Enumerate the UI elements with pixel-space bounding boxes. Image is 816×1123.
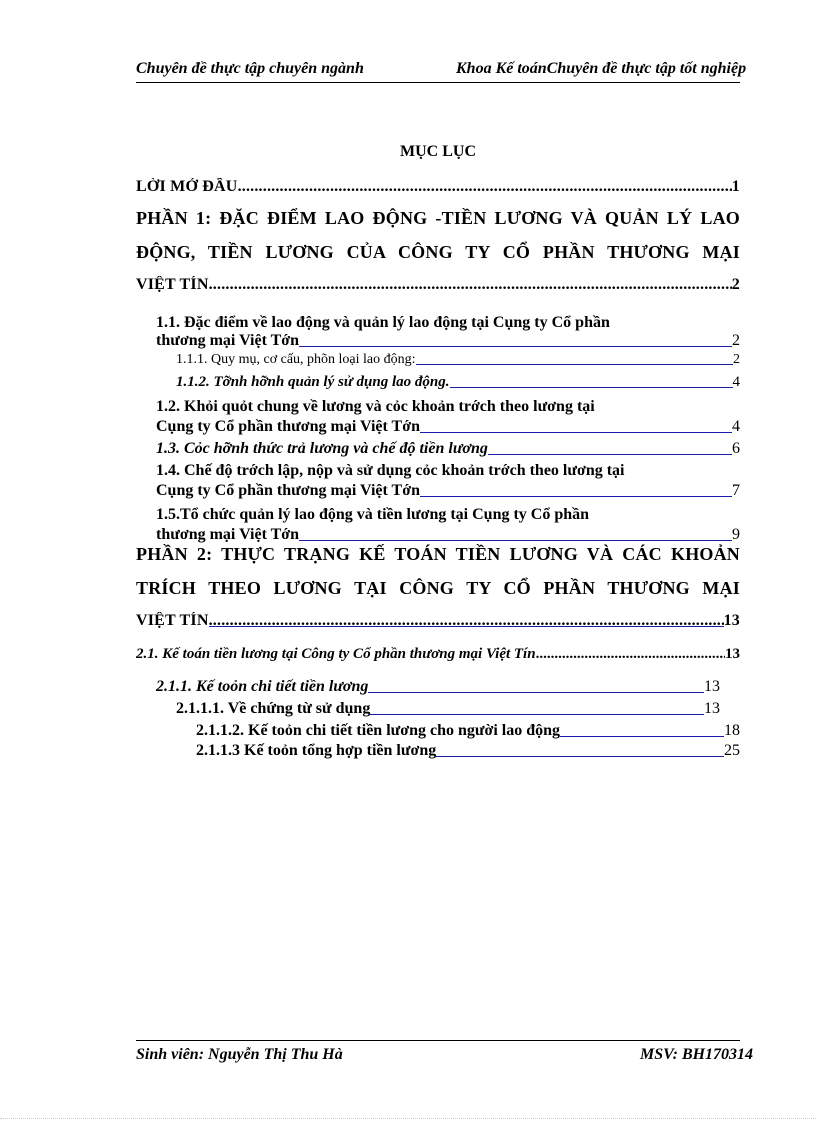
toc-entry-page: 6 — [732, 440, 740, 457]
toc-entry-2-1-1-1[interactable] — [176, 700, 720, 718]
toc-part2-line3[interactable] — [136, 612, 740, 630]
toc-entry-page: 2 — [731, 276, 740, 293]
toc-entry-page: 1 — [731, 178, 740, 195]
dot-leader — [238, 178, 732, 196]
toc-entry-page: 13 — [704, 700, 720, 717]
footer-rule — [136, 1040, 740, 1041]
underline-leader — [370, 714, 704, 715]
toc-entry-2-1-1[interactable] — [156, 678, 720, 696]
toc-entry-page: 13 — [704, 678, 720, 695]
dot-leader — [536, 646, 725, 663]
toc-entry-1-5-line1[interactable]: 1.5.Tổ chức quản lý lao động và tiền lương tại Cụng ty Cổ phần — [156, 506, 590, 523]
toc-entry-1-3[interactable] — [156, 440, 740, 458]
toc-entry-1-4[interactable] — [156, 482, 740, 500]
toc-part1-line3[interactable] — [136, 276, 740, 294]
toc-entry-1-1-line1[interactable]: 1.1. Đặc điểm về lao động và quản lý lao động tại Cụng ty Cổ phần — [156, 314, 610, 331]
toc-entry-page: 4 — [732, 374, 740, 390]
underline-leader — [560, 736, 724, 737]
dot-leader — [209, 276, 732, 294]
footer-msv: MSV: BH170314 — [640, 1046, 754, 1063]
toc-entry-1-2[interactable] — [156, 418, 740, 436]
toc-entry-1-4-line1[interactable]: 1.4. Chế độ trớch lập, nộp và sử dụng cỏc khoản trớch theo lương tại — [156, 462, 625, 479]
toc-entry-text: VIỆT TÍN — [136, 612, 209, 629]
toc-entry-page: 2 — [732, 332, 740, 349]
underline-leader — [420, 432, 732, 433]
toc-entry-page: 9 — [732, 526, 740, 543]
toc-entry-1-5[interactable] — [156, 526, 740, 544]
toc-part2-line1[interactable]: PHẦN 2: THỰC TRẠNG KẾ TOÁN TIỀN LƯƠNG VÀ CÁC KHOẢN — [136, 544, 740, 564]
toc-entry-2-1-1-2[interactable] — [196, 722, 740, 740]
toc-entry-text: thương mại Việt Tớn — [156, 332, 300, 349]
underline-leader — [368, 692, 704, 693]
toc-entry-2-1[interactable] — [136, 646, 740, 663]
toc-part1-line1[interactable]: PHẦN 1: ĐẶC ĐIỂM LAO ĐỘNG -TIỀN LƯƠNG VÀ QUẢN LÝ LAO — [136, 208, 740, 228]
toc-entry-page: 4 — [732, 418, 740, 435]
toc-entry-text: VIỆT TÍN — [136, 276, 209, 293]
toc-entry-page: 13 — [725, 646, 740, 662]
toc-entry-page: 18 — [724, 722, 740, 739]
underline-leader — [488, 454, 732, 455]
toc-entry-text: 2.1.1.2. Kế toỏn chi tiết tiền lương cho người lao động — [196, 722, 561, 739]
underline-leader — [299, 346, 732, 347]
toc-part1-line2[interactable]: ĐỘNG, TIỀN LƯƠNG CỦA CÔNG TY CỔ PHẦN THƯƠNG MẠI — [136, 242, 740, 262]
toc-entry-page: 25 — [724, 742, 740, 759]
underline-leader — [299, 540, 732, 541]
underline-leader — [436, 756, 724, 757]
footer-student: Sinh viên: Nguyễn Thị Thu Hà — [136, 1046, 343, 1063]
toc-entry-1-2-line1[interactable]: 1.2. Khỏi quỏt chung về lương và cỏc khoản trớch theo lương tại — [156, 398, 595, 415]
toc-entry-text: 2.1.1. Kế toỏn chi tiết tiền lương — [156, 678, 369, 695]
toc-entry-text: Cụng ty Cổ phần thương mại Việt Tớn — [156, 482, 420, 499]
toc-entry-intro[interactable] — [136, 178, 740, 196]
toc-entry-page: 7 — [732, 482, 740, 499]
toc-entry-text: thương mại Việt Tớn — [156, 526, 300, 543]
dot-leader — [209, 612, 724, 630]
header-right: Khoa Kế toánChuyên đề thực tập tốt nghiệp — [456, 60, 747, 77]
underline-leader — [450, 387, 733, 388]
toc-entry-text: Cụng ty Cổ phần thương mại Việt Tớn — [156, 418, 420, 435]
page-bottom-divider — [0, 1118, 816, 1119]
toc-title: MỤC LỤC — [400, 143, 476, 160]
toc-entry-text: 2.1.1.3 Kế toỏn tổng hợp tiền lương — [196, 742, 437, 759]
header-left: Chuyên đề thực tập chuyên ngành — [136, 60, 364, 77]
page-header — [136, 60, 747, 83]
toc-entry-1-1-2[interactable] — [176, 374, 740, 391]
toc-entry-2-1-1-3[interactable] — [196, 742, 740, 760]
underline-leader — [420, 496, 732, 497]
toc-entry-text: 1.1.2. Tỡnh hỡnh quản lý sử dụng lao động. — [176, 374, 450, 390]
toc-entry-text: 1.1.1. Quy mụ, cơ cấu, phõn loại lao động: — [176, 352, 416, 367]
toc-entry-1-1-1[interactable] — [176, 352, 740, 368]
toc-entry-text: LỜI MỞ ĐẦU — [136, 178, 238, 195]
toc-entry-text: 2.1. Kế toán tiền lương tại Công ty Cổ phần thương mại Việt Tín — [136, 646, 536, 662]
toc-entry-text: 2.1.1.1. Về chứng từ sử dụng — [176, 700, 371, 717]
toc-entry-text: 1.3. Cỏc hỡnh thức trả lương và chế độ tiền lương — [156, 440, 488, 457]
toc-entry-page: 13 — [723, 612, 740, 629]
toc-entry-page: 2 — [733, 352, 740, 367]
toc-part2-line2[interactable]: TRÍCH THEO LƯƠNG TẠI CÔNG TY CỔ PHẦN THƯƠNG MẠI — [136, 578, 740, 598]
underline-leader — [416, 364, 733, 365]
toc-entry-1-1[interactable] — [156, 332, 740, 350]
